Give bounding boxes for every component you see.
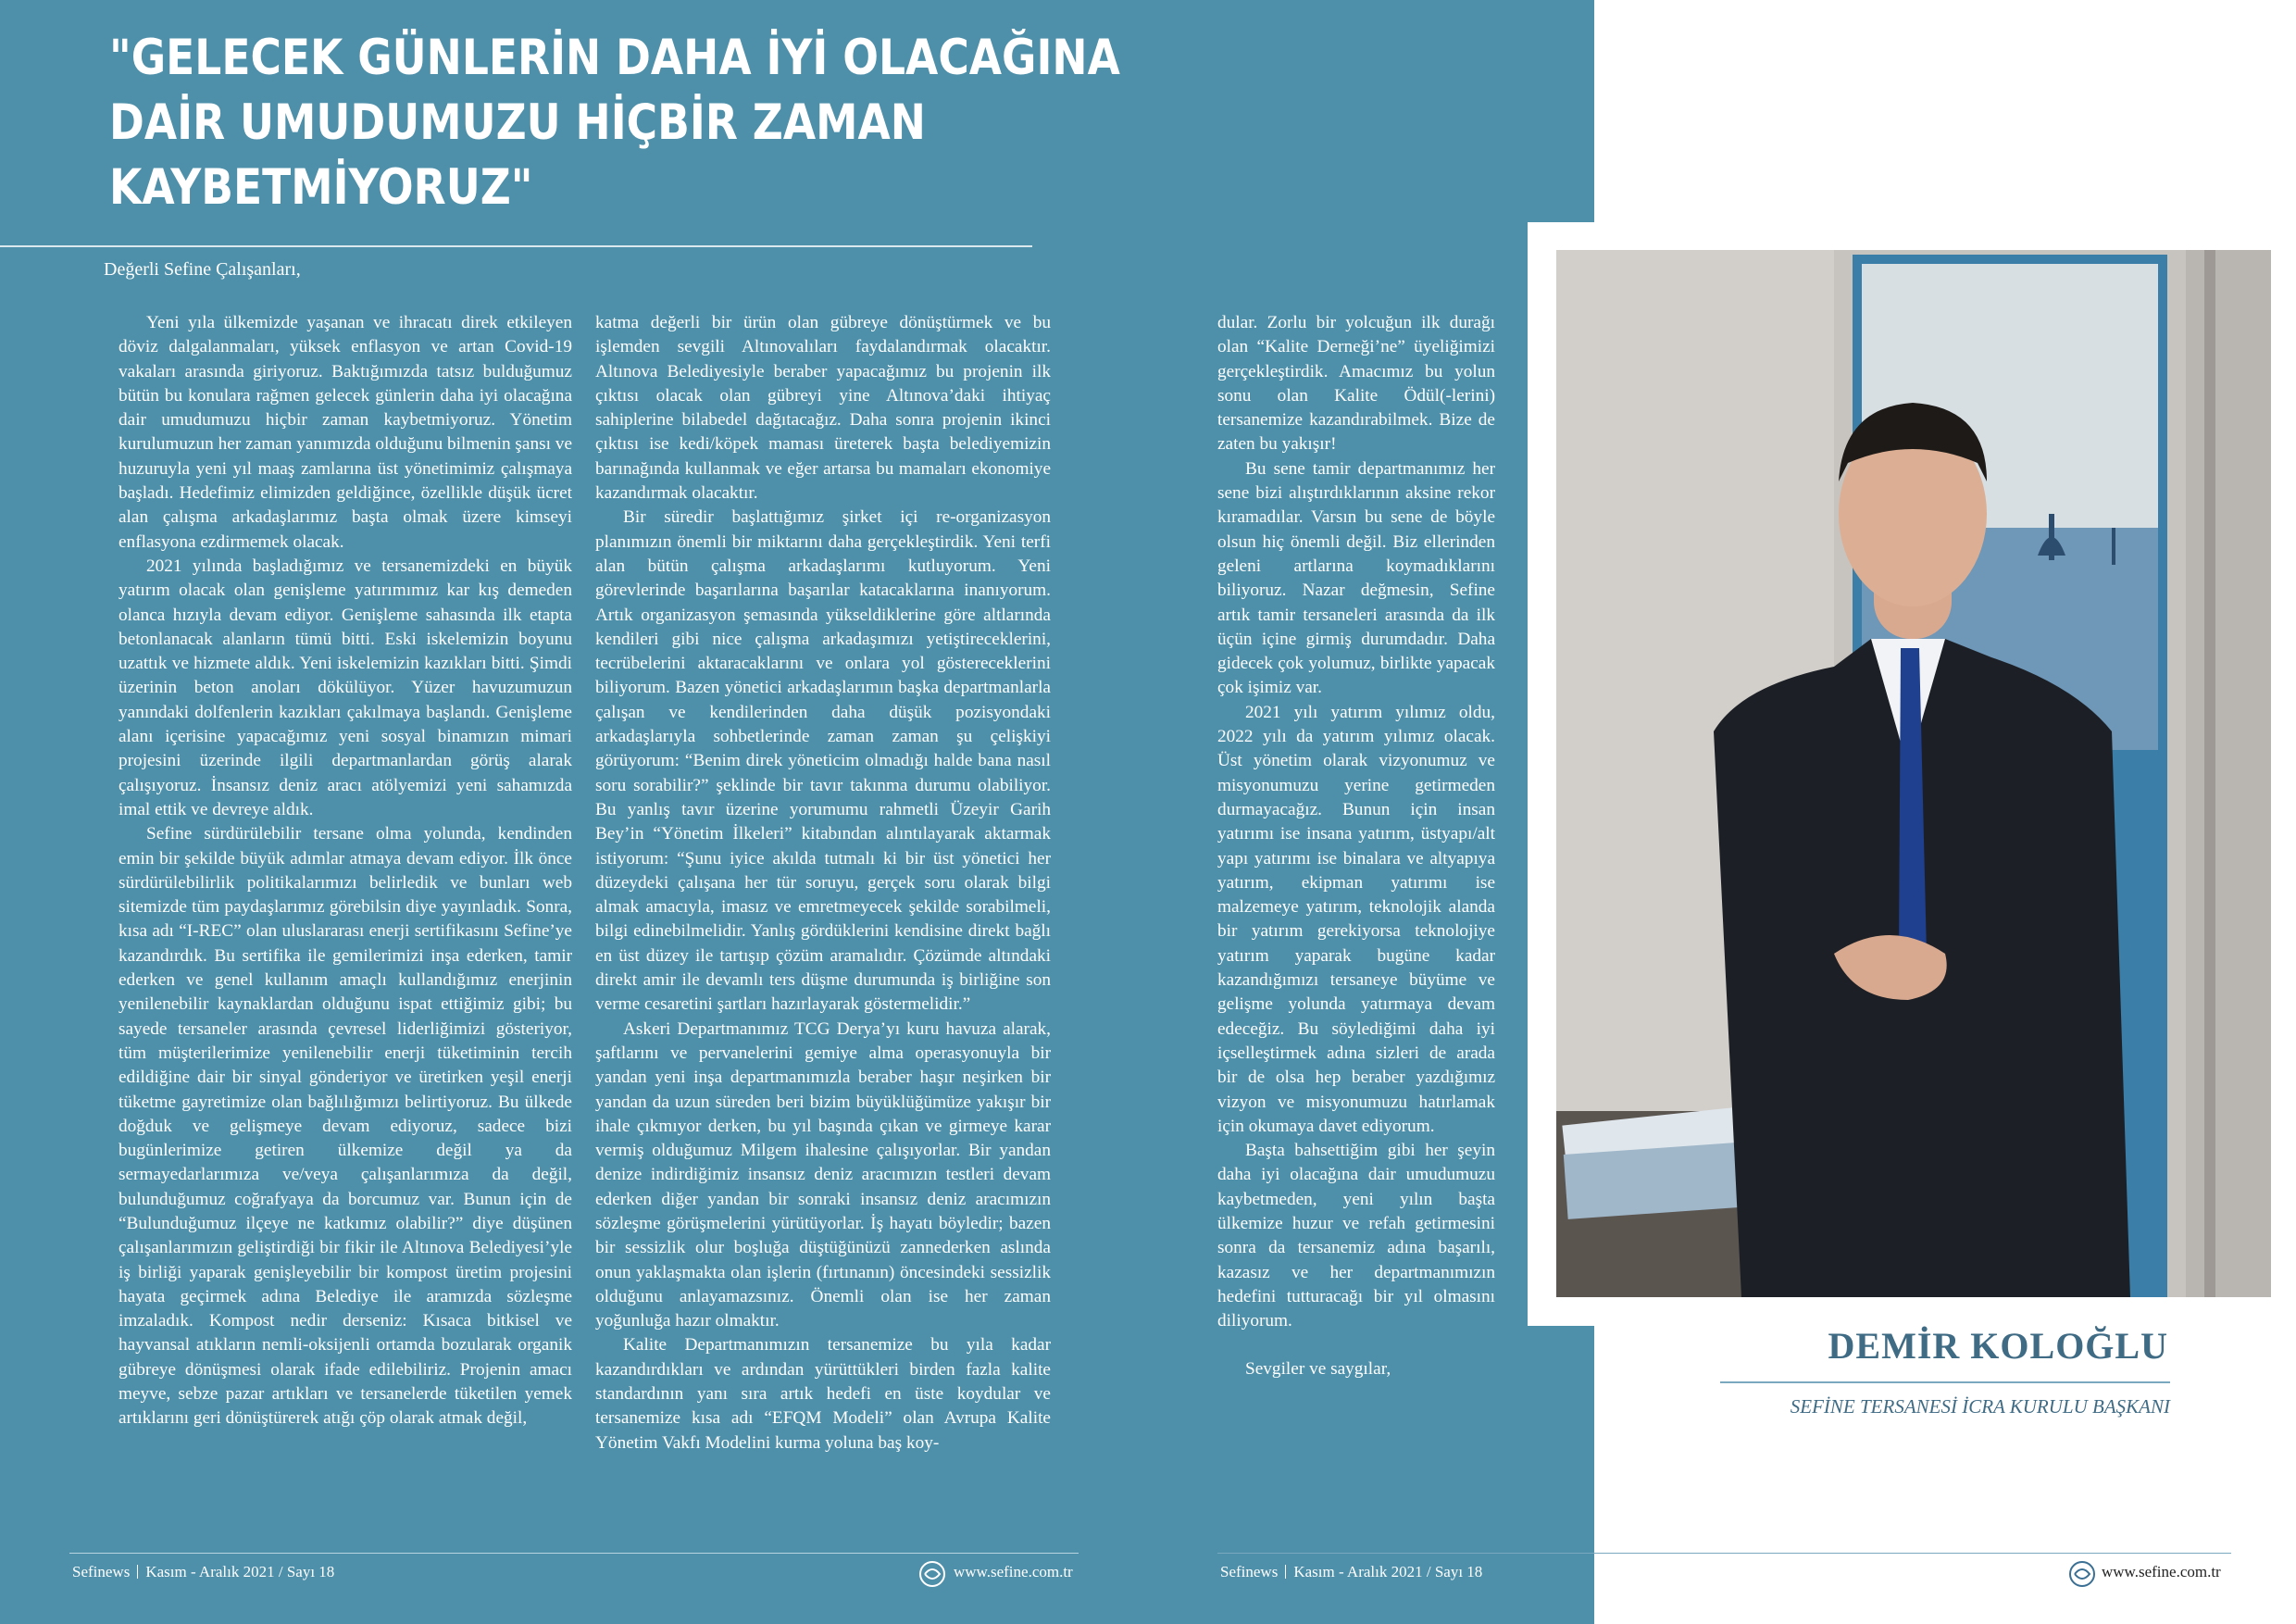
sefine-swirl-logo-icon [2067,1559,2097,1589]
article-column-1 [119,311,572,1431]
headline [109,26,1120,220]
paragraph: Bu sene tamir departmanımız her sene bizi alıştırdıklarının aksine rekor kıramadılar. Varsın bu sene de böyle olsun hiç önemli değil. Biz ellerinden geleni artlarına koymadıklarını biliyoruz. Nazar değmesin, Sefine artık tamir tersaneleri arasında da ilk üçün içine girmiş durumdadır. Daha gidecek çok yolumuz, birlikte yapacak çok işimiz var. [1217,458,1495,698]
paragraph: Sefine sürdürülebilir tersane olma yolunda, kendinden emin bir şekilde büyük adımlar atmaya devam ediyor. İlk önce sürdürülebilirlik politikalarımızı belirledik ve bunları web sitemizde tüm paydaşlarımız görebilsin diye yayınladık. Sonra, kısa adı “I-REC” olan uluslararası enerji sertifikasını Sefine’ye kazandırdık. Bu sertifika ile gemilerimizi inşa ederken, tamir ederken ve genel kullanım amaçlı kullandığımız enerjinin yenilenebilir kaynaklardan olduğunu ispat ettiğimiz gibi; bu sayede tersaneler arasında çevresel liderliğimizi gösteriyor, tüm müşterilerimize yenilenebilir enerji tüketiminin tercih edildiğine dair bir sinyal gönderiyor ve üretirken yeşil enerji tüketme gayretimize olan bağlılığımızı belirtiyoruz. Bu ülkede doğduk ve gelişmeye devam ediyoruz, sadece bizi bugünlerimize getiren ülkemize değil ya da sermayedarlarımıza ve/veya çalışanlarımıza da değil, bulunduğumuz coğrafyaya da borcumuz var. Bunun için de “Bulunduğumuz ilçeye ne katkımız olabilir?” diye düşünen çalışanlarımızın geliştirdiği bir fikir ile Altınova Belediyesi’yle iş birliği yaparak genişleyebilir bir kompost üretim projesini hayata geçirmek adına Belediye ile aramızda sözleşme imzaladık. Kompost nedir derseniz: Kısaca bitkisel ve hayvansal atıkların nemli-oksijenli ortamda bozularak organik gübreye dönüşmesi olarak ifade edilebiliriz. Projenin amacı meyve, sebze pazar artıkları ve tersanelerde tüketilen yemek artıklarını geri dönüştürerek atığı çöp olarak atmak değil, [119,824,572,1429]
footer-issue: Kasım - Aralık 2021 / Sayı 18 [145,1563,335,1580]
paragraph: Kalite Departmanımızın tersanemize bu yıla kadar kazandırdıkları ve ardından yürüttükleri birden fazla kalite standardının yanı sıra artık hedefi en üste koydular ve tersanemize kısa adı “EFQM Modeli” olan Avrupa Kalite Yönetim Vakfı Modelini kurma yoluna baş koy- [595,1335,1051,1453]
closing-line: Sevgiler ve saygılar, [1245,1359,1391,1380]
footer-left [72,1563,334,1581]
article-column-3 [1217,311,1495,1382]
portrait-photo [1556,250,2271,1297]
headline-line-1: "GELECEK GÜNLERİN DAHA İYİ OLACAĞINA [109,30,1120,86]
author-name: DEMİR KOLOĞLU [1828,1325,2168,1367]
footer-rule-right [1217,1553,2231,1554]
paragraph: Bir süredir başlattığımız şirket içi re-organizasyon planımızın önemli bir miktarını daha gerçekleştirdik. Yeni terfi alan bütün çalışma arkadaşlarımı kutluyorum. Yeni görevlerinde başarılarına başarılar katacaklarına inanıyorum. Artık organizasyon şemasında yükseldiklerine göre altlarında kendileri gibi nice çalışma arkadaşımızı yetiştireceklerini, tecrübelerini aktaracaklarını ve onlara yol göstereceklerini biliyorum. Bazen yönetici arkadaşlarımın başka departmanlarla çalışan ve kendilerinden daha düşük pozisyondaki arkadaşlarıyla sohbetlerinde zaman zaman şu çelişkiyi görüyorum: “Benim direk yöneticim olmadığı halde bana nasıl soru sorabilir?” şeklinde bir tavır takınma durumu olabiliyor. Bu yanlış tavır üzerine yorumumu rahmetli Üzeyir Garih Bey’in “Yönetim İlkeleri” kitabından alıntılayarak aktarmak istiyorum: “Şunu iyice akılda tutmalı ki bir üst yönetici her düzeydeki çalışana her tür soruyu, gerçek soru olarak bilgi almak amacıyla, imasız ve emretmeyecek şekilde sorabilmeli, bilgi edinebilmelidir. Yanlış gördüklerini kendisine direkt bağlı en üst düzey ile tartışıp çözüm aramalıdır. Çözümde altındaki direkt amir ile devamlı ters düşme durumunda iş birliğine son verme cesaretini şartları hazırlayarak göstermelidir.” [595,507,1051,1015]
headline-line-3: KAYBETMİYORUZ" [109,159,533,216]
paragraph: 2021 yılı yatırım yılımız oldu, 2022 yılı da yatırım yılımız olacak. Üst yönetim olarak vizyonumuz ve misyonumuzu yerine getirmeden durmayacağız. Bunun için insan yatırımı ise insana yatırım, üstyapı/alt yapı yatırımı ise binalara ve altyapıya yatırım, ekipman yatırımı ise malzemeye yatırım, teknolojik alanda bir yatırım gerekiyorsa teknolojiye yatırım yaparak bugüne kadar kazandığımızı tersaneye büyüme ve gelişme yolunda yatırmaya devam edeceğiz. Bu söylediğimi daha iyi içselleştirmek adına sizleri de arada bir de olsa hep beraber yazdığımız vizyon ve misyonumuzu hatırlamak için okumaya davet ediyorum. [1217,702,1495,1136]
greeting: Değerli Sefine Çalışanları, [104,259,301,280]
headline-line-2: DAİR UMUDUMUZU HİÇBİR ZAMAN [109,94,926,151]
footer-magazine: Sefinews [72,1563,131,1580]
signature-divider [1720,1381,2170,1383]
article-column-2 [595,311,1051,1455]
footer-issue: Kasım - Aralık 2021 / Sayı 18 [1293,1563,1483,1580]
sefine-swirl-logo-icon [917,1559,947,1589]
footer-website-left[interactable]: www.sefine.com.tr [954,1563,1073,1580]
headline-divider [0,245,1032,247]
footer-right [1220,1563,1482,1581]
footer-magazine: Sefinews [1220,1563,1279,1580]
portrait-illustration [1556,250,2271,1297]
author-title: SEFİNE TERSANESİ İCRA KURULU BAŞKANI [1790,1395,2170,1418]
headline-text [109,26,1120,220]
paragraph: dular. Zorlu bir yolcuğun ilk durağı olan “Kalite Derneği’ne” üyeliğimizi gerçekleştirdik. Amacımız bu yolun sonu olan Kalite Ödül(-lerini) tersanemize kazandırabilmek. Bize de zaten bu yakışır! [1217,313,1495,455]
paragraph: katma değerli bir ürün olan gübreye dönüştürmek ve bu işlemden sevgili Altınovalıları faydalandırmak olacaktır. Altınova Belediyesiyle beraber yapacağımız bu projenin ilk çıktısı olacak olan gübreyi yine Altınova’daki ihtiyaç sahiplerine bilabedel dağıtacağız. Daha sonra projenin ikinci çıktısı ise kedi/köpek maması üreterek başta belediyemizin barınağında kullanmak ve eğer artarsa bu mamaları ekonomiye kazandırmak olacaktır. [595,313,1051,504]
paragraph: Başta bahsettiğim gibi her şeyin daha iyi olacağına dair umudumuzu kaybetmeden, yeni yılın başta ülkemize huzur ve refah getirmesini sonra da tersanemiz adına başarılı, kazasız ve her departmanımızın hedefini tutturacağı bir yıl olmasını diliyorum. [1217,1141,1495,1331]
paragraph: Askeri Departmanımız TCG Derya’yı kuru havuza alarak, şaftlarını ve pervanelerini gemiye alma operasyonuyla bir yandan yeni inşa departmanımızla beraber haşır neşirken bir yandan da uzun süreden beri bizim büyüklüğümüze yakışır bir ihale çıkmıyor derken, bu yıl başında çıkan ve girmeye karar vermiş olduğumuz Milgem ihalesine çalışıyorlar. Bir yandan denize indirdiğimiz insansız deniz aracımızın testleri devam ederken diğer yandan bir sonraki insansız deniz aracımızın sözleşme görüşmelerini yürütüyorlar. İş hayatı böyledir; bazen bir sessizlik olur boşluğa düştüğünüzü zannederken aslında onun yaklaşmakta olan işlerin (fırtınanın) öncesindeki sessizlik olduğunu anlayamazsınız. Önemli olan ise her zaman yoğunluğa hazır olmaktır. [595,1018,1051,1331]
paragraph: 2021 yılında başladığımız ve tersanemizdeki en büyük yatırım olacak olan genişleme yatırımımız kar kış demeden olanca hızıyla devam ediyor. Genişleme sahasında ilk etapta betonlanacak alanların tümü bitti. Eski iskelemizin boyunu uzattık ve hizmete aldık. Yeni iskelemizin kazıkları bitti. Şimdi üzerinin beton anoları dökülüyor. Yüzer havuzumuzun yanındaki dolfenlerin kazıkları çakılmaya başlandı. Genişleme alanı içerisine yapacağımız yeni sosyal binamızın mimari projesini üzerinde ilgili departmanlardan görüş alarak çalışıyoruz. İnsansız deniz aracı atölyemizi yeni sahamızda imal ettik ve devreye aldık. [119,556,572,819]
footer-website-right[interactable]: www.sefine.com.tr [2102,1563,2221,1580]
paragraph: Yeni yıla ülkemizde yaşanan ve ihracatı direk etkileyen döviz dalgalanmaları, yüksek enflasyon ve artan Covid-19 vakaları arasında giriyoruz. Baktığımızda tatsız bulduğumuz bütün bu konulara rağmen gelecek günlerin daha iyi olacağına dair umudumuzu hiçbir zaman kaybetmiyoruz. Yönetim kurulumuzun her zaman yanımızda olduğunu bilmenin şansı ve huzuruyla yeni yıl maaş zamlarına üst yönetimimiz çalışmaya başladı. Hedefimiz elimizden geldiğince, özellikle düşük ücret alan çalışma arkadaşlarımız başta olmak üzere kimseyi enflasyona ezdirmemek olacak. [119,313,572,552]
footer-rule-left [69,1553,1079,1554]
